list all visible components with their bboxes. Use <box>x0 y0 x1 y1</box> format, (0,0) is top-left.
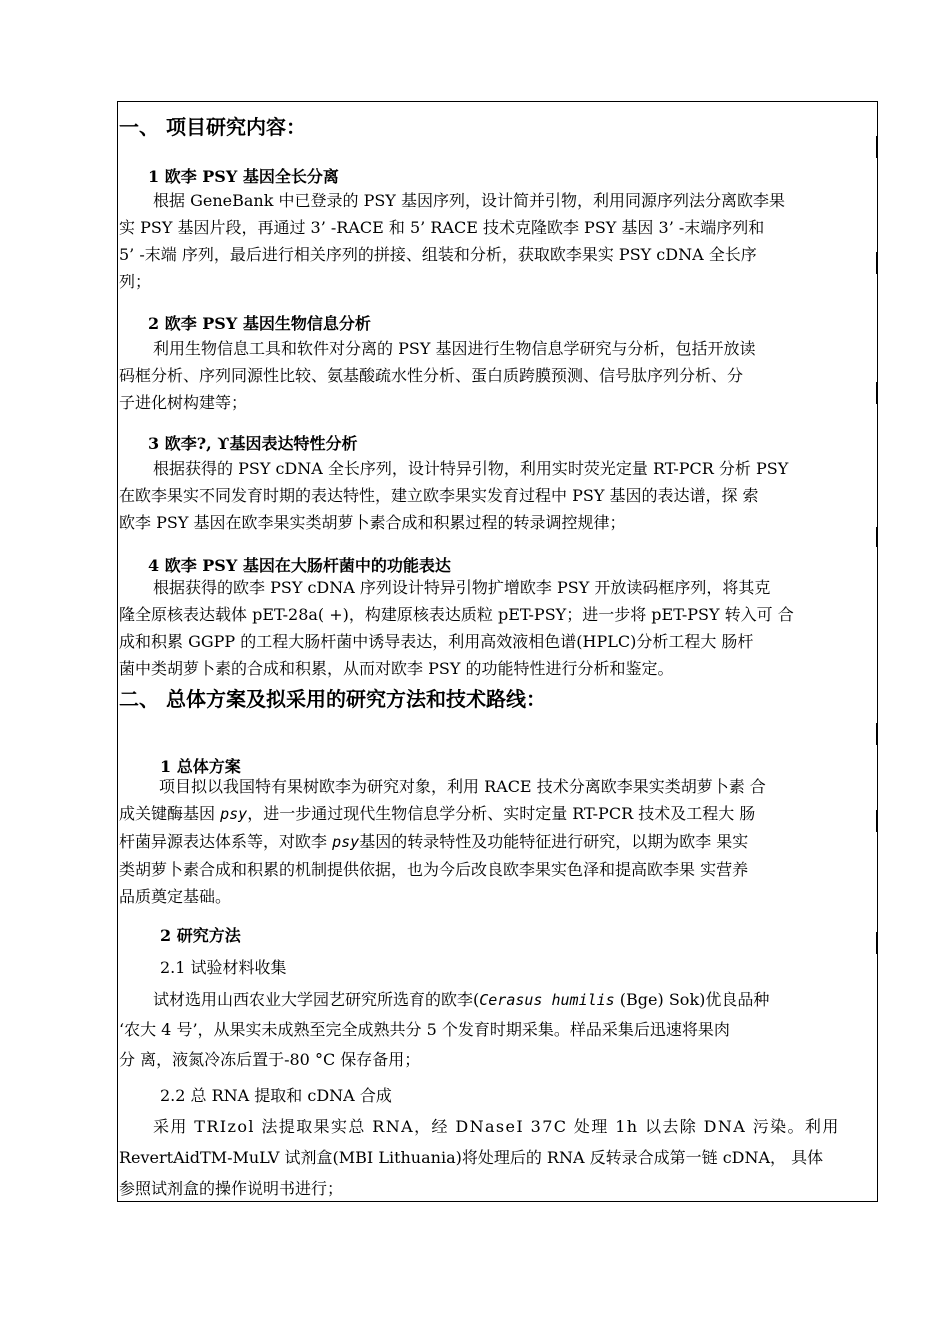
item-title: 4 欧李 PSY 基因在大肠杆菌中的功能表达 <box>148 556 451 575</box>
species-name: Cerasus humilis <box>479 991 615 1009</box>
gene-name: psy <box>332 833 360 851</box>
paragraph <box>119 985 877 1075</box>
paragraph <box>119 455 877 536</box>
table-cell-border <box>876 723 877 745</box>
text-line: 杆菌异源表达体系等，对欧李 psy基因的转录特性及功能特征进行研究，以期为欧李 果实 <box>119 832 749 851</box>
subsection-title: 2.1 试验材料收集 <box>160 958 287 977</box>
text-line: 成和积累 GGPP 的工程大肠杆菌中诱导表达，利用高效液相色谱(HPLC)分析工程大 肠杆 <box>119 632 754 651</box>
text-line: 根据获得的 PSY cDNA 全长序列，设计特异引物，利用实时荧光定量 RT-PCR 分析 PSY <box>153 459 789 478</box>
text-line: 采用 TRIzol 法提取果实总 RNA，经 DNaseI 37C 处理 1h 以去除 DNA 污染。利用 <box>153 1117 840 1136</box>
text-line: 码框分析、序列同源性比较、氨基酸疏水性分析、蛋白质跨膜预测、信号肽序列分析、分 <box>119 366 744 385</box>
text-line: 在欧李果实不同发育时期的表达特性，建立欧李果实发育过程中 PSY 基因的表达谱，探 索 <box>119 486 759 505</box>
text-line: 类胡萝卜素合成和积累的机制提供依据，也为今后改良欧李果实色泽和提高欧李果 实营养 <box>119 860 749 879</box>
text-line: 根据获得的欧李 PSY cDNA 序列设计特异引物扩增欧李 PSY 开放读码框序列，将其克 <box>153 578 771 597</box>
text-line: 5’ -末端 序列，最后进行相关序列的拼接、组装和分析，获取欧李果实 PSY cDNA 全长序 <box>119 245 757 264</box>
gene-name: psy <box>220 805 248 823</box>
text-line: 根据 GeneBank 中已登录的 PSY 基因序列，设计简并引物，利用同源序列法分离欧李果 <box>153 191 785 210</box>
text-line: 利用生物信息工具和软件对分离的 PSY 基因进行生物信息学研究与分析，包括开放读 <box>153 339 756 358</box>
text-line: 项目拟以我国特有果树欧李为研究对象，利用 RACE 技术分离欧李果实类胡萝卜素 合 <box>159 777 766 796</box>
item-title: 1 欧李 PSY 基因全长分离 <box>148 167 339 186</box>
paragraph <box>119 1111 877 1204</box>
subsection-title: 2.2 总 RNA 提取和 cDNA 合成 <box>160 1086 392 1105</box>
text-line: RevertAidTM-MuLV 试剂盒(MBI Lithuania)将处理后的 RNA 反转录合成第一链 cDNA， 具体 <box>119 1148 824 1167</box>
item-title: 3 欧李?, ϒ基因表达特性分析 <box>148 434 358 453</box>
text-line: 成关键酶基因 psy，进一步通过现代生物信息学分析、实时定量 RT-PCR 技术及工程大 肠 <box>119 804 756 823</box>
text-line: ‘农大 4 号’，从果实未成熟至完全成熟共分 5 个发育时期采集。样品采集后迅速将果肉 <box>119 1020 730 1039</box>
paragraph <box>119 773 877 910</box>
text-line: 实 PSY 基因片段，再通过 3’ -RACE 和 5’ RACE 技术克隆欧李 PSY 基因 3’ -末端序列和 <box>119 218 765 237</box>
text-line: 欧李 PSY 基因在欧李果实类胡萝卜素合成和积累过程的转录调控规律； <box>119 513 626 532</box>
section-heading: 二、 总体方案及拟采用的研究方法和技术路线： <box>119 687 546 711</box>
paragraph <box>119 335 877 416</box>
text-line: 分 离，液氮冷冻后置于-80 °C 保存备用； <box>119 1050 421 1069</box>
table-cell-border <box>876 932 877 954</box>
table-cell-border <box>876 136 877 158</box>
text-line: 子进化树构建等； <box>119 393 248 412</box>
item-title: 1 总体方案 <box>160 757 241 776</box>
paragraph <box>119 187 877 295</box>
text-line: 试材选用山西农业大学园艺研究所选育的欧李(Cerasus humilis (Bge) Sok)优良品种 <box>153 990 770 1009</box>
text-line: 列； <box>119 272 152 291</box>
text-line: 品质奠定基础。 <box>119 887 232 906</box>
text-line: 参照试剂盒的操作说明书进行； <box>119 1179 344 1198</box>
section-heading: 一、 项目研究内容： <box>119 115 306 139</box>
item-title: 2 研究方法 <box>160 926 241 945</box>
text-line: 菌中类胡萝卜素的合成和积累，从而对欧李 PSY 的功能特性进行分析和鉴定。 <box>119 659 674 678</box>
text-line: 隆全原核表达载体 pET-28a( +)，构建原核表达质粒 pET-PSY；进一步将 pET-PSY 转入可 合 <box>119 605 794 624</box>
item-title: 2 欧李 PSY 基因生物信息分析 <box>148 314 371 333</box>
paragraph <box>119 574 877 682</box>
